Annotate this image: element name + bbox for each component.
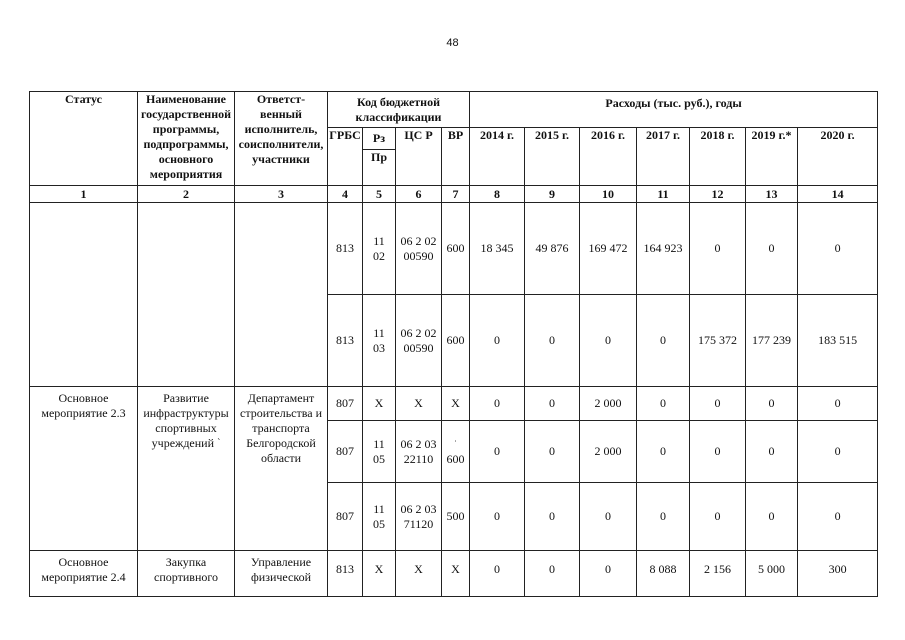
header-status: Статус xyxy=(30,92,138,186)
value-cell: 0 xyxy=(525,551,580,597)
name-text: Развитие инфраструктуры спортивных учреждений xyxy=(143,391,229,450)
value-cell: 2 156 xyxy=(690,551,746,597)
value-cell: 5 000 xyxy=(746,551,798,597)
column-number: 10 xyxy=(580,186,637,203)
vr-text: 600 xyxy=(446,451,465,466)
column-number: 11 xyxy=(637,186,690,203)
header-csr: ЦС Р xyxy=(396,128,442,186)
grbs-cell: 813 xyxy=(328,551,363,597)
column-number: 8 xyxy=(470,186,525,203)
value-cell: 0 xyxy=(470,551,525,597)
vr-cell xyxy=(442,421,470,483)
header-rz: Рз xyxy=(363,128,396,150)
value-cell: 0 xyxy=(470,295,525,387)
stray-mark: ˙ xyxy=(454,438,457,449)
value-cell: 0 xyxy=(470,483,525,551)
header-year: 2014 г. xyxy=(470,128,525,186)
value-cell: 0 xyxy=(637,387,690,421)
header-year: 2020 г. xyxy=(798,128,878,186)
value-cell: 0 xyxy=(470,387,525,421)
value-cell: 0 xyxy=(798,421,878,483)
executor-cell-empty xyxy=(235,203,328,387)
column-number: 1 xyxy=(30,186,138,203)
value-cell: 0 xyxy=(580,295,637,387)
grbs-cell: 807 xyxy=(328,421,363,483)
header-vr: ВР xyxy=(442,128,470,186)
header-executor: Ответст-венный исполнитель, соисполнители, участники xyxy=(235,92,328,186)
csr-cell: Х xyxy=(396,551,442,597)
header-budget-code: Код бюджетной классификации xyxy=(328,92,470,128)
name-cell: Закупка спортивного xyxy=(138,551,235,597)
value-cell: 8 088 xyxy=(637,551,690,597)
value-cell: 169 472 xyxy=(580,203,637,295)
value-cell: 0 xyxy=(690,483,746,551)
value-cell: 0 xyxy=(798,203,878,295)
value-cell: 0 xyxy=(746,483,798,551)
header-year: 2015 г. xyxy=(525,128,580,186)
value-cell: 0 xyxy=(637,295,690,387)
csr-cell: 06 2 02 00590 xyxy=(396,295,442,387)
header-grbs: ГРБС xyxy=(328,128,363,186)
column-number: 12 xyxy=(690,186,746,203)
rzpr-cell: 11 05 xyxy=(363,483,396,551)
vr-cell: 500 xyxy=(442,483,470,551)
column-number: 13 xyxy=(746,186,798,203)
executor-cell: Управление физической xyxy=(235,551,328,597)
table-row xyxy=(30,203,878,295)
header-year: 2019 г.* xyxy=(746,128,798,186)
value-cell: 0 xyxy=(798,483,878,551)
value-cell: 0 xyxy=(525,387,580,421)
value-cell: 0 xyxy=(580,551,637,597)
rzpr-cell: Х xyxy=(363,387,396,421)
value-cell: 18 345 xyxy=(470,203,525,295)
rzpr-cell: 11 03 xyxy=(363,295,396,387)
executor-cell: Департамент строительства и транспорта Белгородской области xyxy=(235,387,328,551)
value-cell: 0 xyxy=(525,421,580,483)
column-number: 9 xyxy=(525,186,580,203)
budget-table xyxy=(29,91,878,597)
value-cell: 0 xyxy=(637,421,690,483)
grbs-cell: 807 xyxy=(328,387,363,421)
value-cell: 300 xyxy=(798,551,878,597)
value-cell: 0 xyxy=(798,387,878,421)
header-year: 2016 г. xyxy=(580,128,637,186)
csr-cell: 06 2 02 00590 xyxy=(396,203,442,295)
column-number: 14 xyxy=(798,186,878,203)
page-number: 48 xyxy=(446,37,459,49)
vr-cell: Х xyxy=(442,387,470,421)
value-cell: 0 xyxy=(580,483,637,551)
header-year: 2017 г. xyxy=(637,128,690,186)
value-cell: 2 000 xyxy=(580,387,637,421)
column-number: 7 xyxy=(442,186,470,203)
value-cell: 0 xyxy=(525,295,580,387)
column-number: 5 xyxy=(363,186,396,203)
table-row xyxy=(30,387,878,421)
stray-mark: ՝ xyxy=(217,438,221,448)
value-cell: 0 xyxy=(525,483,580,551)
header-name: Наименование государственной программы, подпрограммы, основного мероприятия xyxy=(138,92,235,186)
column-number-row xyxy=(30,186,878,203)
status-cell: Основное мероприятие 2.3 xyxy=(30,387,138,551)
rzpr-cell: Х xyxy=(363,551,396,597)
header-year: 2018 г. xyxy=(690,128,746,186)
csr-cell: 06 2 03 71120 xyxy=(396,483,442,551)
status-cell-empty xyxy=(30,203,138,387)
name-cell xyxy=(138,387,235,551)
value-cell: 183 515 xyxy=(798,295,878,387)
vr-cell: 600 xyxy=(442,295,470,387)
vr-cell: Х xyxy=(442,551,470,597)
name-cell-empty xyxy=(138,203,235,387)
grbs-cell: 807 xyxy=(328,483,363,551)
value-cell: 0 xyxy=(746,203,798,295)
column-number: 4 xyxy=(328,186,363,203)
value-cell: 177 239 xyxy=(746,295,798,387)
header-expenses: Расходы (тыс. руб.), годы xyxy=(470,92,878,128)
rzpr-cell: 11 02 xyxy=(363,203,396,295)
grbs-cell: 813 xyxy=(328,295,363,387)
value-cell: 175 372 xyxy=(690,295,746,387)
value-cell: 0 xyxy=(746,387,798,421)
vr-cell: 600 xyxy=(442,203,470,295)
value-cell: 0 xyxy=(637,483,690,551)
value-cell: 0 xyxy=(690,387,746,421)
csr-cell: 06 2 03 22110 xyxy=(396,421,442,483)
column-number: 6 xyxy=(396,186,442,203)
column-number: 3 xyxy=(235,186,328,203)
value-cell: 2 000 xyxy=(580,421,637,483)
grbs-cell: 813 xyxy=(328,203,363,295)
value-cell: 0 xyxy=(746,421,798,483)
column-number: 2 xyxy=(138,186,235,203)
csr-cell: Х xyxy=(396,387,442,421)
rzpr-cell: 11 05 xyxy=(363,421,396,483)
value-cell: 0 xyxy=(690,203,746,295)
header-pr: Пр xyxy=(363,150,396,186)
value-cell: 49 876 xyxy=(525,203,580,295)
table-row xyxy=(30,551,878,597)
value-cell: 0 xyxy=(470,421,525,483)
value-cell: 164 923 xyxy=(637,203,690,295)
value-cell: 0 xyxy=(690,421,746,483)
status-cell: Основное мероприятие 2.4 xyxy=(30,551,138,597)
